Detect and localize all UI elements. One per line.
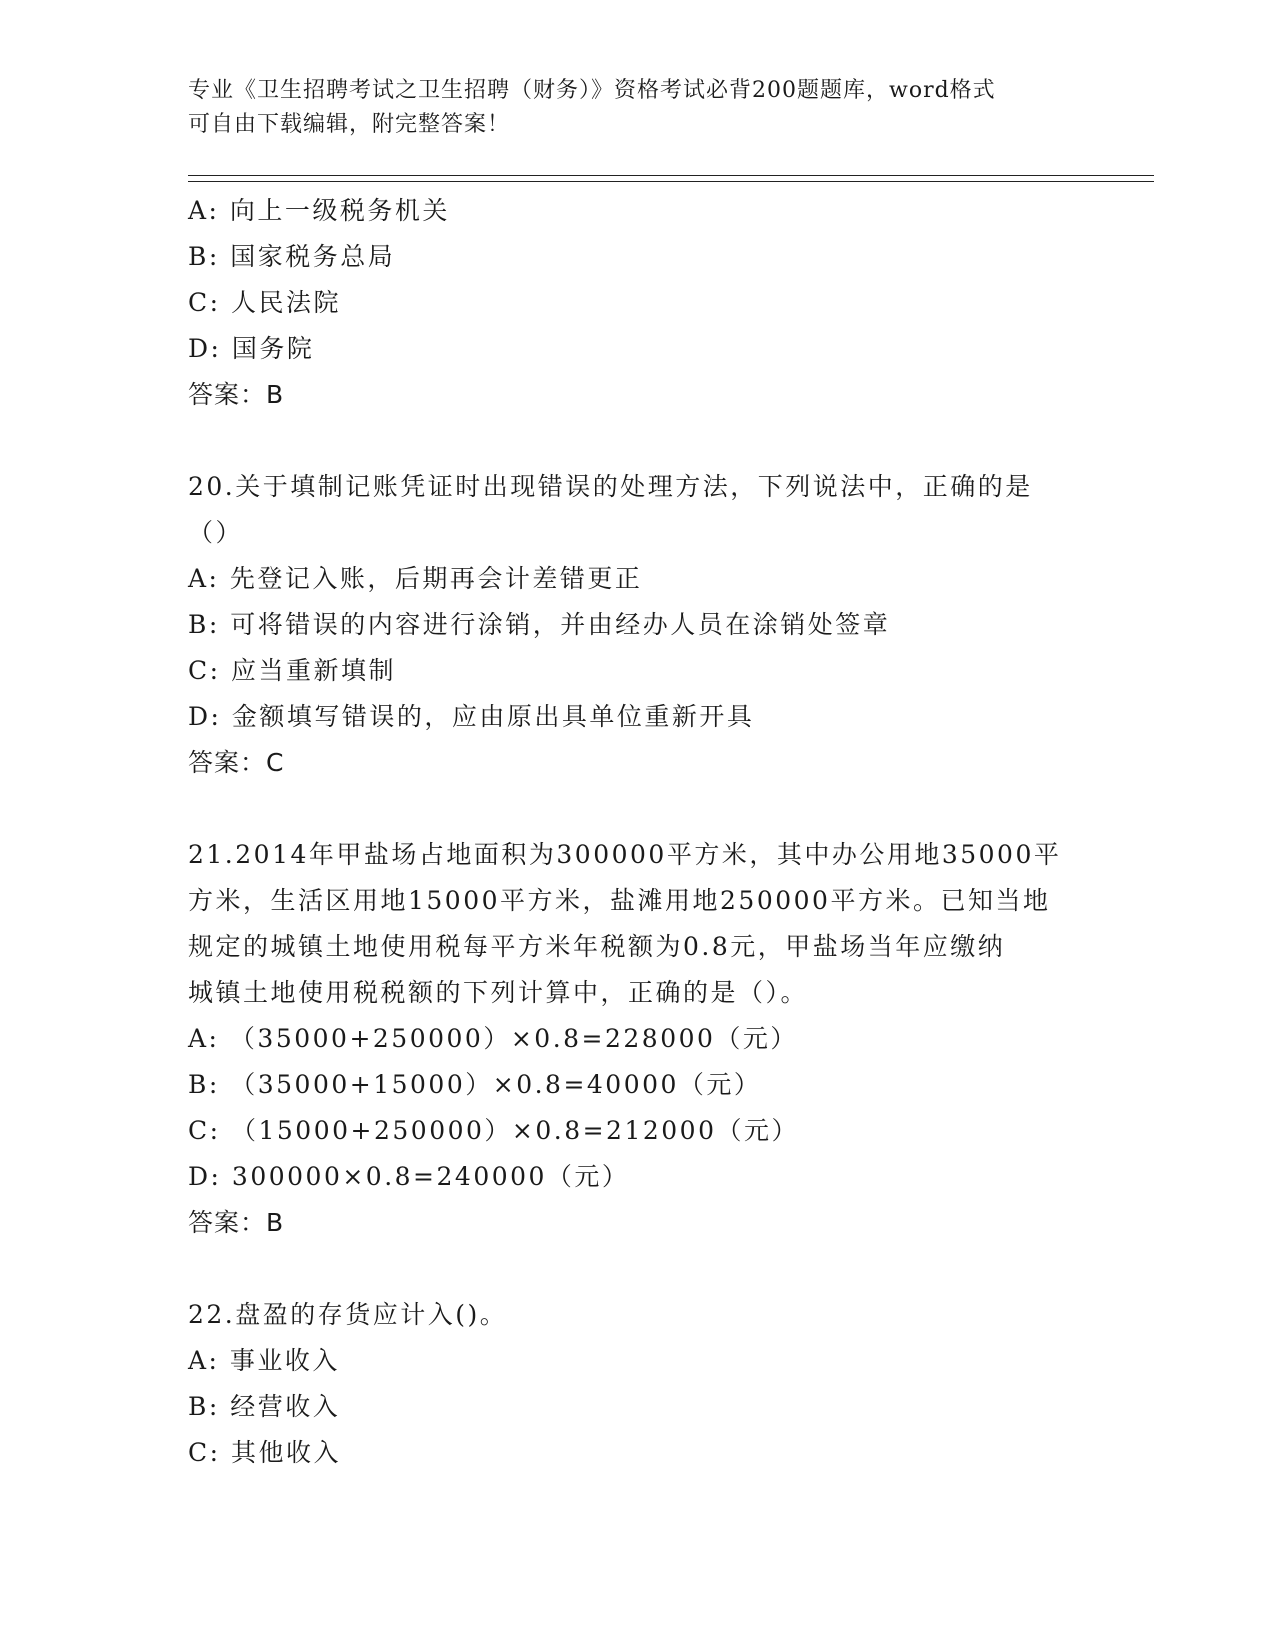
answer-label: 答案：B: [188, 1208, 285, 1237]
option-d: D: 金额填写错误的，应由原出具单位重新开具: [188, 702, 755, 731]
option-c: C: 其他收入: [188, 1438, 341, 1467]
option-b: B: 国家税务总局: [188, 242, 396, 271]
question-stem-line: 20.关于填制记账凭证时出现错误的处理方法，下列说法中，正确的是: [188, 472, 1033, 501]
option-a: A: 向上一级税务机关: [188, 196, 450, 225]
header-line-2: 可自由下载编辑，附完整答案！: [188, 112, 511, 137]
question-stem-line: 城镇土地使用税税额的下列计算中，正确的是（）。: [188, 978, 809, 1007]
header-line-1: 专业《卫生招聘考试之卫生招聘（财务）》资格考试必背200题题库，word格式: [188, 78, 996, 103]
question-stem-line: （）: [188, 518, 244, 547]
question-stem-line: 22.盘盈的存货应计入()。: [188, 1300, 508, 1329]
question-list: [188, 188, 1088, 1476]
option-d: D: 国务院: [188, 334, 315, 363]
option-a: A: 事业收入: [188, 1346, 340, 1375]
header-rule-bottom: [188, 181, 1154, 182]
option-c: C: 应当重新填制: [188, 656, 396, 685]
question-19-options: [188, 188, 1088, 418]
document-header: [188, 74, 1088, 142]
question-stem-line: 21.2014年甲盐场占地面积为300000平方米，其中办公用地35000平: [188, 840, 1062, 869]
spacer: [188, 418, 1088, 464]
option-c: C: （15000+250000）×0.8=212000（元）: [188, 1116, 799, 1145]
question-22: [188, 1292, 1088, 1476]
option-c: C: 人民法院: [188, 288, 341, 317]
option-a: A: 先登记入账，后期再会计差错更正: [188, 564, 643, 593]
question-stem-line: 方米，生活区用地15000平方米，盐滩用地250000平方米。已知当地: [188, 886, 1051, 915]
spacer: [188, 786, 1088, 832]
question-stem-line: 规定的城镇土地使用税每平方米年税额为0.8元，甲盐场当年应缴纳: [188, 932, 1006, 961]
option-b: B: 经营收入: [188, 1392, 341, 1421]
option-a: A: （35000+250000）×0.8=228000（元）: [188, 1024, 798, 1053]
header-rule-top: [188, 175, 1154, 176]
question-20: [188, 464, 1088, 786]
question-21: [188, 832, 1088, 1246]
option-d: D: 300000×0.8=240000（元）: [188, 1162, 630, 1191]
answer-label: 答案：C: [188, 748, 285, 777]
option-b: B: （35000+15000）×0.8=40000（元）: [188, 1070, 762, 1099]
option-b: B: 可将错误的内容进行涂销，并由经办人员在涂销处签章: [188, 610, 891, 639]
answer-label: 答案：B: [188, 380, 285, 409]
spacer: [188, 1246, 1088, 1292]
